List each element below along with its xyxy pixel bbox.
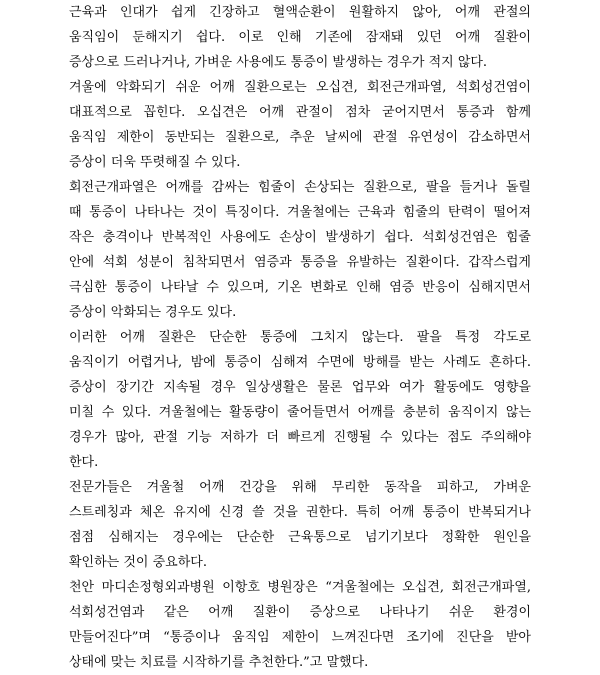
text-line: 한다.	[69, 455, 99, 470]
text-line: 증상이 악화되는 경우도 있다.	[69, 305, 237, 320]
text-line: 때 통증이 나타나는 것이 특징이다. 겨울철에는 근육과 힘줄의 탄력이 떨어져	[69, 205, 531, 220]
text-line: 미칠 수 있다. 겨울철에는 활동량이 줄어들면서 어깨를 충분히 움직이지 않는	[69, 405, 531, 420]
text-line: 근육과 인대가 쉽게 긴장하고 혈액순환이 원활하지 않아, 어깨 관절의	[69, 5, 531, 20]
text-line: 회전근개파열은 어깨를 감싸는 힘줄이 손상되는 질환으로, 팔을 들거나 돌릴	[69, 180, 531, 195]
text-line: 상태에 맞는 치료를 시작하기를 추천한다.”고 말했다.	[69, 655, 369, 670]
text-line: 이러한 어깨 질환은 단순한 통증에 그치지 않는다. 팔을 특정 각도로	[69, 330, 531, 345]
paragraph-3	[69, 175, 600, 325]
text-line: 겨울에 악화되기 쉬운 어깨 질환으로는 오십견, 회전근개파열, 석회성건염이	[69, 80, 531, 95]
text-line: 스트레칭과 체온 유지에 신경 쓸 것을 권한다. 특히 어깨 통증이 반복되거나	[69, 505, 531, 520]
paragraph-4	[69, 325, 600, 475]
text-line: 경우가 많아, 관절 기능 저하가 더 빠르게 진행될 수 있다는 점도 주의해야	[69, 430, 531, 445]
text-line: 증상으로 드러나거나, 가벼운 사용에도 통증이 발생하는 경우가 적지 않다.	[69, 55, 488, 70]
paragraph-5	[69, 475, 600, 575]
paragraph-1	[69, 0, 600, 75]
text-line: 확인하는 것이 중요하다.	[69, 555, 207, 570]
text-line: 작은 충격이나 반복적인 사용에도 손상이 발생하기 쉽다. 석회성건염은 힘줄	[69, 230, 531, 245]
text-line: 석회성건염과 같은 어깨 질환이 증상으로 나타나기 쉬운 환경이	[69, 605, 531, 620]
text-line: 점점 심해지는 경우에는 단순한 근육통으로 넘기기보다 정확한 원인을	[69, 530, 531, 545]
text-line: 전문가들은 겨울철 어깨 건강을 위해 무리한 동작을 피하고, 가벼운	[69, 480, 531, 495]
text-line: 증상이 더욱 뚜렷해질 수 있다.	[69, 155, 241, 170]
text-line: 천안 마디손정형외과병원 이항호 병원장은 “겨울철에는 오십견, 회전근개파열,	[69, 580, 531, 595]
paragraph-2	[69, 75, 600, 175]
text-line: 움직임이 둔해지기 쉽다. 이로 인해 기존에 잠재돼 있던 어깨 질환이	[69, 30, 531, 45]
text-line: 대표적으로 꼽힌다. 오십견은 어깨 관절이 점차 굳어지면서 통증과 함께	[69, 105, 531, 120]
text-line: 움직임 제한이 동반되는 질환으로, 추운 날씨에 관절 유연성이 감소하면서	[69, 130, 531, 145]
text-line: 안에 석회 성분이 침착되면서 염증과 통증을 유발하는 질환이다. 갑작스럽게	[69, 255, 531, 270]
text-line: 극심한 통증이 나타날 수 있으며, 기온 변화로 인해 염증 반응이 심해지면서	[69, 280, 531, 295]
text-line: 움직이기 어렵거나, 밤에 통증이 심해져 수면에 방해를 받는 사례도 흔하다.	[69, 355, 531, 370]
text-line: 만들어진다”며 “통증이나 움직임 제한이 느껴진다면 조기에 진단을 받아	[69, 630, 531, 645]
text-line: 증상이 장기간 지속될 경우 일상생활은 물론 업무와 여가 활동에도 영향을	[69, 380, 531, 395]
paragraph-6	[69, 575, 600, 675]
